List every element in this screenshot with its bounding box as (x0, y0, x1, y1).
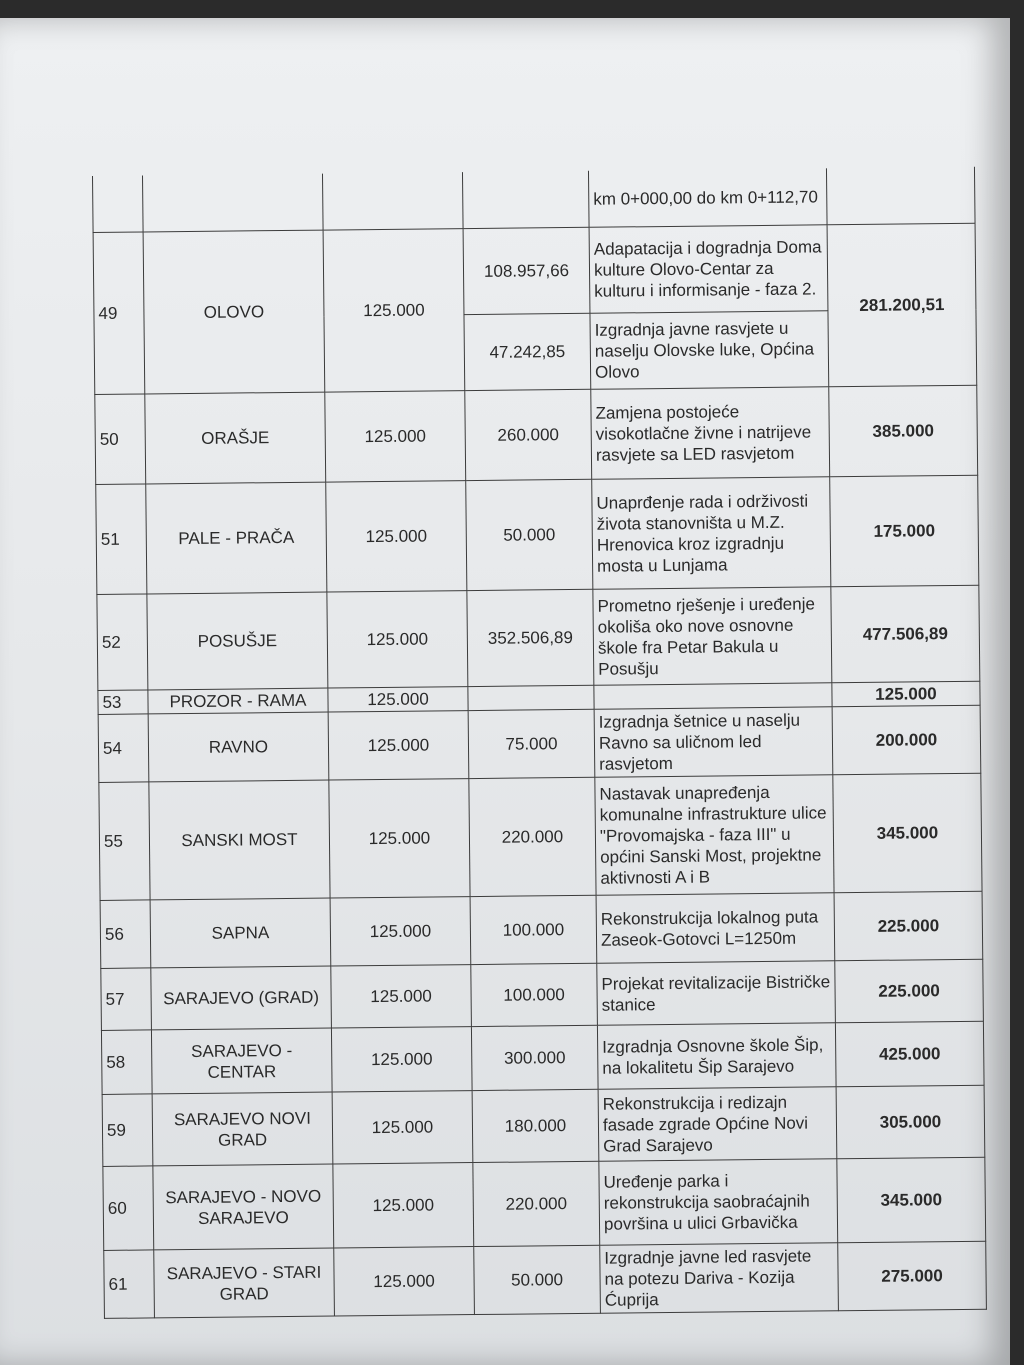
cell-grant: 125.000 (331, 965, 472, 1028)
table-row-continuation (92, 167, 975, 233)
table-row-59 (102, 1085, 985, 1166)
cell-grant: 125.000 (328, 687, 468, 712)
cell-description: km 0+000,00 do km 0+112,70 (588, 168, 827, 227)
cell-grant: 125.000 (327, 591, 468, 688)
table-row-56 (100, 891, 983, 968)
cell-amount: 220.000 (469, 777, 596, 896)
cell-total (826, 167, 975, 225)
cell-total: 275.000 (838, 1241, 987, 1311)
cell-total: 345.000 (833, 773, 982, 893)
cell-municipality: ORAŠJE (145, 392, 326, 484)
cell-amount: 50.000 (474, 1245, 601, 1314)
cell-total: 477.506,89 (831, 585, 980, 683)
cell-no: 58 (101, 1030, 152, 1095)
cell-grant: 125.000 (331, 1027, 472, 1092)
cell-total: 200.000 (832, 705, 981, 775)
cell-amount (462, 171, 589, 229)
cell-description: Unaprđenje rada i održivosti života stanovništa u M.Z. Hrenovica kroz izgradnju mosta u Lunjama (592, 477, 831, 589)
cell-total: 175.000 (830, 475, 979, 587)
table-row-50 (95, 385, 978, 484)
cell-amount: 180.000 (472, 1089, 599, 1162)
cell-amount: 50.000 (466, 479, 593, 590)
cell-amount: 352.506,89 (467, 589, 594, 686)
cell-grant (322, 172, 463, 230)
table-row-55 (99, 773, 982, 900)
cell-amount: 260.000 (465, 389, 592, 480)
document-page (0, 18, 1010, 1365)
cell-no: 53 (98, 690, 148, 715)
cell-municipality: RAVNO (148, 712, 329, 782)
cell-municipality: SARAJEVO NOVI GRAD (152, 1092, 333, 1166)
cell-municipality: SANSKI MOST (149, 780, 330, 900)
cell-amount: 220.000 (473, 1161, 600, 1246)
cell-municipality: OLOVO (143, 230, 325, 394)
cell-no: 55 (99, 782, 150, 901)
cell-no: 61 (104, 1250, 155, 1319)
cell-grant: 125.000 (328, 711, 469, 780)
cell-description: Izgradnja Osnovne škole Šip, na lokalitetu Šip Sarajevo (597, 1023, 836, 1089)
cell-no: 60 (103, 1166, 154, 1251)
cell-no: 49 (93, 232, 145, 395)
cell-description: Zamjena postojeće visokotlačne živne i natrijeve rasvjete sa LED rasvjetom (591, 387, 830, 479)
cell-description: Rekonstrukcija lokalnog puta Zaseok-Gotovci L=1250m (596, 893, 835, 963)
cell-description: Izgradnja šetnice u naselju Ravno sa uličnom led rasvjetom (594, 707, 833, 777)
cell-amount: 100.000 (470, 895, 597, 964)
cell-total: 345.000 (837, 1157, 986, 1243)
cell-municipality: PALE - PRAČA (146, 482, 327, 594)
cell-municipality (142, 174, 323, 232)
table-row-57 (101, 959, 984, 1030)
table-row-52 (97, 585, 980, 690)
cell-total: 385.000 (829, 385, 978, 477)
cell-total: 225.000 (835, 959, 984, 1023)
cell-amount: 100.000 (471, 963, 598, 1026)
cell-grant: 125.000 (325, 391, 466, 482)
table-row-61 (104, 1241, 987, 1318)
cell-municipality: SAPNA (150, 898, 331, 968)
cell-amount: 75.000 (468, 709, 595, 778)
cell-description: Rekonstrukcija i redizajn fasade zgrade Općine Novi Grad Sarajevo (598, 1087, 837, 1161)
cell-grant: 125.000 (333, 1163, 474, 1248)
cell-total: 425.000 (835, 1021, 984, 1087)
cell-total: 125.000 (832, 681, 980, 707)
cell-grant: 125.000 (326, 481, 467, 592)
table-row-58 (101, 1021, 984, 1094)
cell-description: Projekat revitalizacije Bistričke stanice (597, 961, 836, 1025)
cell-description: Izgradnja javne rasvjete u naselju Olovske luke, Općina Olovo (590, 311, 829, 389)
cell-no: 56 (100, 900, 151, 969)
cell-municipality: SARAJEVO (GRAD) (151, 966, 332, 1030)
cell-grant: 125.000 (334, 1247, 475, 1316)
cell-no: 54 (98, 714, 149, 783)
cell-municipality: SARAJEVO - NOVO SARAJEVO (153, 1164, 334, 1250)
cell-amount (468, 685, 594, 710)
cell-municipality: SARAJEVO - CENTAR (151, 1028, 332, 1094)
cell-no: 59 (102, 1094, 153, 1167)
cell-total: 225.000 (834, 891, 983, 961)
cell-description: Nastavak unapređenja komunalne infrastrukture ulice "Provomajska - faza III" u općini Sanski Most, projektne aktivnosti A i B (595, 775, 834, 895)
cell-no (92, 175, 143, 232)
cell-description (594, 683, 832, 709)
table-row-51 (96, 475, 979, 594)
table-row-49 (93, 223, 976, 318)
cell-amount: 47.242,85 (464, 313, 591, 390)
cell-no: 52 (97, 594, 148, 691)
cell-total: 305.000 (836, 1085, 985, 1159)
cell-description: Izgradnje javne led rasvjete na potezu Dariva - Kozija Ćuprija (600, 1243, 839, 1313)
cell-no: 51 (96, 484, 147, 595)
cell-municipality: POSUŠJE (147, 592, 328, 690)
cell-description: Prometno rješenje i uređenje okoliša oko nove osnovne škole fra Petar Bakula u Posušju (593, 587, 832, 685)
allocation-table (92, 167, 987, 1319)
cell-municipality: SARAJEVO - STARI GRAD (154, 1248, 335, 1318)
cell-total: 281.200,51 (827, 223, 977, 387)
cell-grant: 125.000 (329, 779, 470, 898)
table-row-54 (98, 705, 981, 782)
cell-grant: 125.000 (323, 229, 465, 392)
cell-grant: 125.000 (332, 1091, 473, 1164)
cell-municipality: PROZOR - RAMA (148, 688, 328, 714)
cell-no: 50 (95, 394, 146, 485)
cell-amount: 300.000 (471, 1025, 598, 1090)
cell-amount: 108.957,66 (463, 227, 590, 314)
table-row-60 (103, 1157, 986, 1250)
cell-no: 57 (101, 968, 152, 1031)
cell-description: Uređenje parka i rekonstrukcija saobraćajnih površina u ulici Grbavička (599, 1159, 838, 1245)
cell-grant: 125.000 (330, 897, 471, 966)
cell-description: Adapatacija i dogradnja Doma kulture Olovo-Centar za kulturu i informisanje - faza 2. (589, 225, 828, 313)
